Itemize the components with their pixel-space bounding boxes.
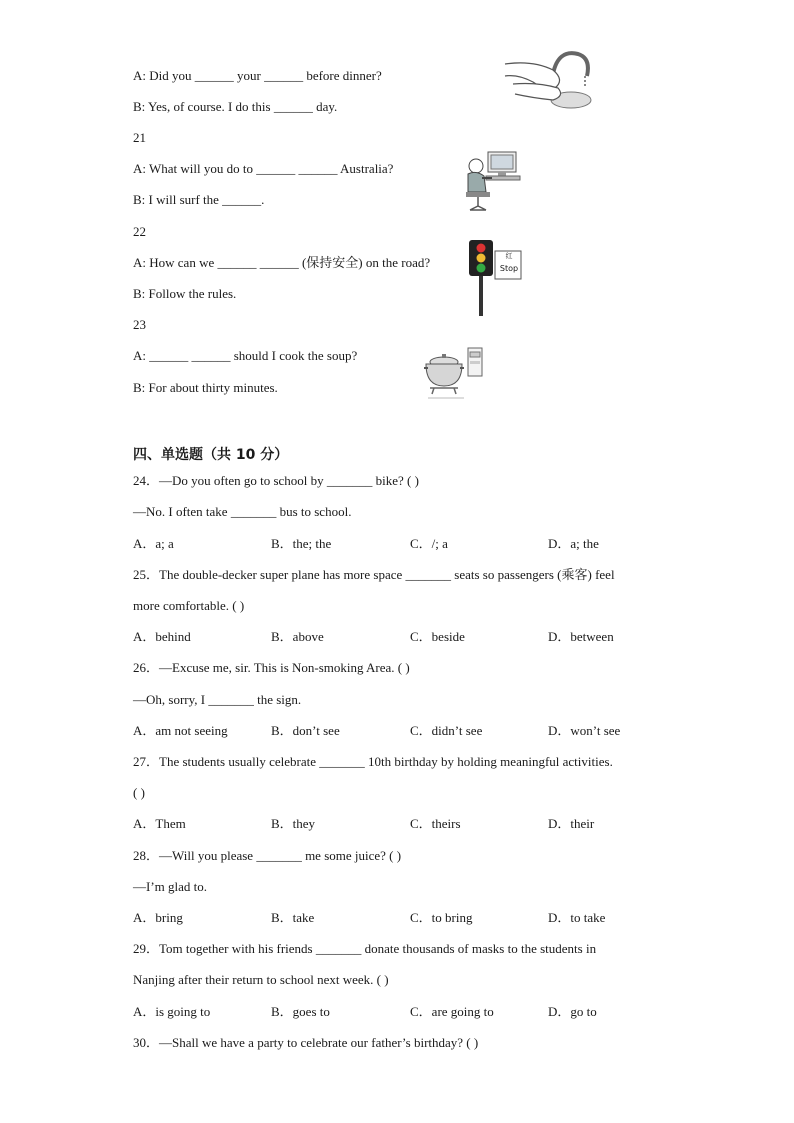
question-text: 27．The students usually celebrate _______ 10th birthday by holding meaningful activities. [133, 754, 613, 769]
question-text: 29．Tom together with his friends _______ donate thousands of masks to the students in [133, 941, 597, 956]
dialog-line-a: A: What will you do to ______ ______ Australia? [133, 161, 394, 176]
dialog-line-a: A: ______ ______ should I cook the soup? [133, 348, 358, 363]
option-d[interactable]: D．go to [548, 1004, 597, 1019]
sign-text-stop: Stop [499, 264, 519, 273]
section-title: 四、单选题（共 10 分） [133, 447, 289, 463]
option-a[interactable]: A．a; a [133, 536, 174, 551]
dialog-line-b: B: Yes, of course. I do this ______ day. [133, 99, 338, 114]
option-a[interactable]: A．behind [133, 629, 191, 644]
hand-washing-icon [503, 44, 593, 112]
option-d[interactable]: D．between [548, 629, 614, 644]
question-text: ( ) [133, 785, 145, 800]
option-a[interactable]: A．am not seeing [133, 723, 228, 738]
question-text: —No. I often take _______ bus to school. [133, 504, 352, 519]
option-b[interactable]: B．goes to [271, 1004, 330, 1019]
computer-user-icon [462, 148, 522, 214]
question-number: 22 [133, 224, 146, 239]
option-b[interactable]: B．take [271, 910, 315, 925]
option-a[interactable]: A．Them [133, 816, 186, 831]
dialog-line-a: A: Did you ______ your ______ before dinner? [133, 68, 382, 83]
question-text: —Oh, sorry, I _______ the sign. [133, 692, 302, 707]
option-b[interactable]: B．they [271, 816, 316, 831]
question-text: Nanjing after their return to school next week. ( ) [133, 972, 389, 987]
option-c[interactable]: C．/; a [410, 536, 448, 551]
question-text: —I’m glad to. [133, 879, 208, 894]
dialog-line-b: B: For about thirty minutes. [133, 380, 278, 395]
question-text: more comfortable. ( ) [133, 598, 245, 613]
question-number: 23 [133, 317, 146, 332]
option-a[interactable]: A．is going to [133, 1004, 211, 1019]
option-c[interactable]: C．didn’t see [410, 723, 483, 738]
option-d[interactable]: D．their [548, 816, 595, 831]
option-d[interactable]: D．won’t see [548, 723, 621, 738]
option-c[interactable]: C．to bring [410, 910, 473, 925]
option-d[interactable]: D．a; the [548, 536, 599, 551]
option-b[interactable]: B．the; the [271, 536, 332, 551]
dialog-line-b: B: I will surf the ______. [133, 192, 265, 207]
question-text: 24．—Do you often go to school by _______ bike? ( ) [133, 473, 419, 488]
sign-text-top: 红 [505, 252, 513, 260]
option-b[interactable]: B．above [271, 629, 324, 644]
traffic-light-icon [464, 238, 526, 316]
option-c[interactable]: C．theirs [410, 816, 461, 831]
option-c[interactable]: C．beside [410, 629, 465, 644]
cooking-pot-icon [420, 342, 486, 400]
question-text: 30．—Shall we have a party to celebrate our father’s birthday? ( ) [133, 1035, 479, 1050]
option-b[interactable]: B．don’t see [271, 723, 340, 738]
question-text: 25．The double-decker super plane has more space _______ seats so passengers (乘客) feel [133, 567, 615, 582]
question-text: 26．—Excuse me, sir. This is Non-smoking Area. ( ) [133, 660, 410, 675]
option-c[interactable]: C．are going to [410, 1004, 494, 1019]
question-number: 21 [133, 130, 146, 145]
dialog-line-a: A: How can we ______ ______ (保持安全) on the road? [133, 255, 431, 270]
question-text: 28．—Will you please _______ me some juice? ( ) [133, 848, 402, 863]
option-a[interactable]: A．bring [133, 910, 183, 925]
option-d[interactable]: D．to take [548, 910, 606, 925]
dialog-line-b: B: Follow the rules. [133, 286, 237, 301]
